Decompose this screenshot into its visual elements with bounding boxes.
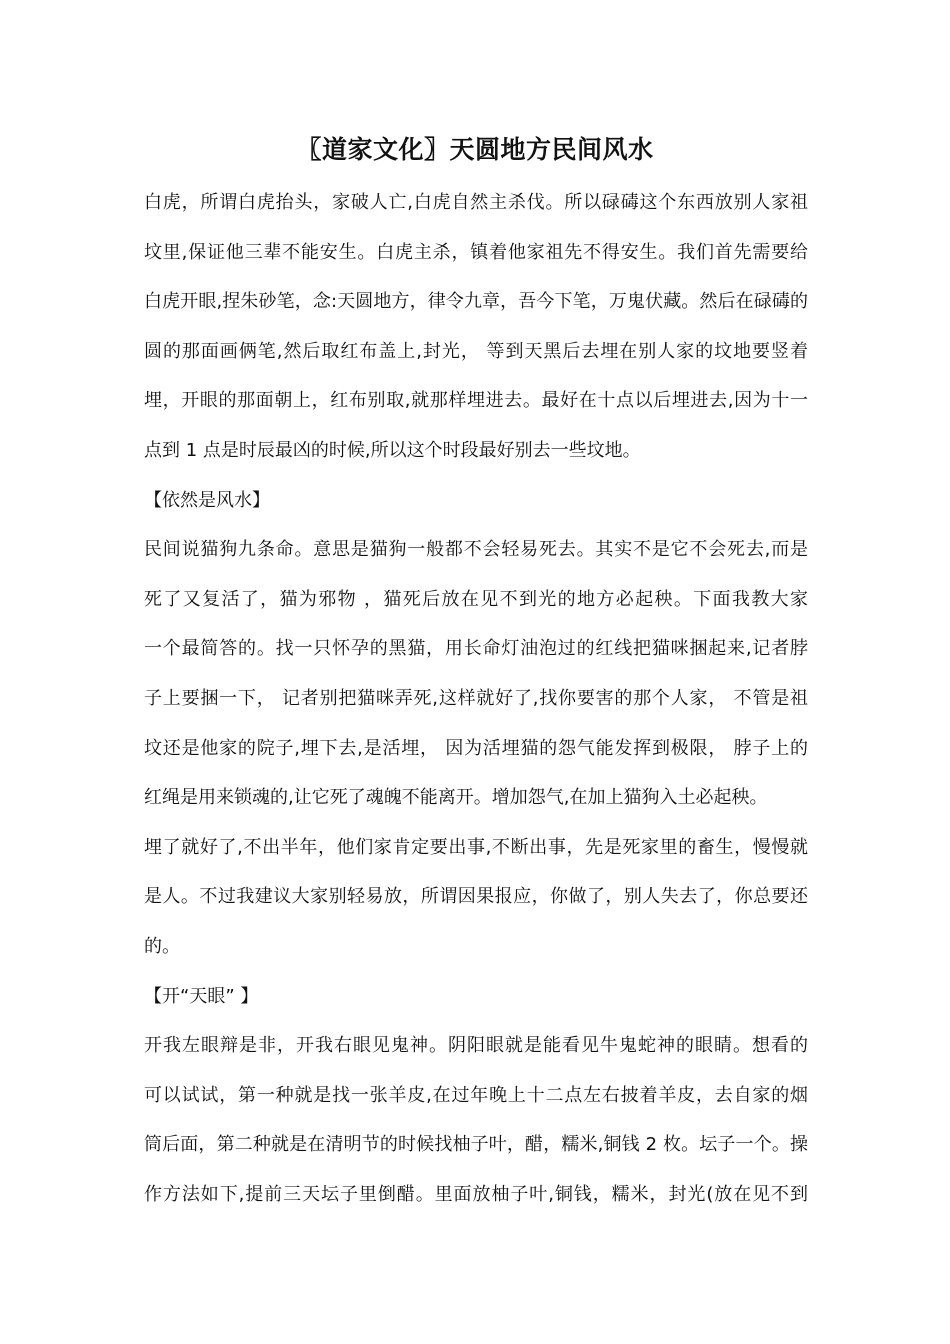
- text-line: 一个最简答的。找一只怀孕的黑猫，用长命灯油泡过的红线把猫咪捆起来,记者脖: [144, 638, 808, 660]
- document-body: [144, 178, 808, 1219]
- text-line: 民间说猫狗九条命。意思是猫狗一般都不会轻易死去。其实不是它不会死去,而是: [144, 539, 808, 561]
- text-line: 白虎，所谓白虎抬头，家破人亡,白虎自然主杀伐。所以碌碡这个东西放别人家祖: [144, 192, 808, 213]
- text-line: 埋了就好了,不出半年，他们家肯定要出事,不断出事，先是死家里的畜生，慢慢就: [144, 836, 808, 858]
- text-line: 筒后面，第二种就是在清明节的时候找柚子叶，醋，糯米,铜钱 2 枚。坛子一个。操: [144, 1134, 808, 1156]
- text-line: 埋，开眼的那面朝上，红布别取,就那样埋进去。最好在十点以后埋进去,因为十一: [144, 390, 808, 412]
- text-line: 【依然是风水】: [144, 489, 270, 511]
- text-line: 开我左眼辩是非，开我右眼见鬼神。阴阳眼就是能看见牛鬼蛇神的眼睛。想看的: [144, 1035, 808, 1057]
- text-line: 死了又复活了，猫为邪物 ，猫死后放在见不到光的地方必起秧。下面我教大家: [144, 588, 808, 610]
- text-line: 子上要捆一下， 记者别把猫咪弄死,这样就好了,找你要害的那个人家， 不管是祖: [144, 687, 808, 709]
- text-line: 坟还是他家的院子,埋下去,是活埋， 因为活埋猫的怨气能发挥到极限， 脖子上的: [144, 737, 808, 759]
- text-line: 的。: [144, 935, 180, 957]
- text-line: 作方法如下,提前三天坛子里倒醋。里面放柚子叶,铜钱，糯米，封光(放在见不到: [144, 1183, 808, 1205]
- text-line: 【开“天眼” 】: [144, 985, 259, 1007]
- text-line: 是人。不过我建议大家别轻易放，所谓因果报应，你做了，别人失去了，你总要还: [144, 886, 808, 908]
- text-line: 点到 1 点是时辰最凶的时候,所以这个时段最好别去一些坟地。: [144, 439, 641, 461]
- text-line: 红绳是用来锁魂的,让它死了魂魄不能离开。增加怨气,在加上猫狗入土必起秧。: [144, 787, 768, 809]
- text-line: 圆的那面画俩笔,然后取红布盖上,封光， 等到天黑后去埋在别人家的坟地要竖着: [144, 340, 808, 362]
- text-line: 白虎开眼,捏朱砂笔，念:天圆地方，律令九章，吾今下笔，万鬼伏藏。然后在碌碡的: [144, 291, 808, 313]
- text-line: 坟里,保证他三辈不能安生。白虎主杀，镇着他家祖先不得安生。我们首先需要给: [144, 241, 808, 263]
- document-title: 〖道家文化〗天圆地方民间风水: [296, 135, 654, 164]
- text-line: 可以试试，第一种就是找一张羊皮,在过年晚上十二点左右披着羊皮，去自家的烟: [144, 1084, 808, 1106]
